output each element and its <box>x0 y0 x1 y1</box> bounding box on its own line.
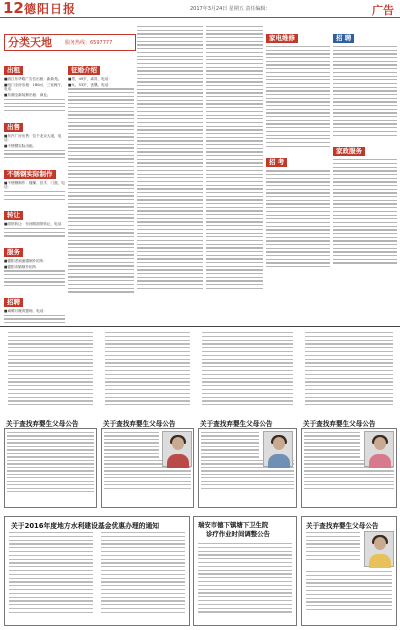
entry: ■德阳市婚姻介绍所 <box>4 264 37 269</box>
text-lines <box>4 191 65 200</box>
notice-title: 关于查找弃婴生父母公告 <box>306 522 379 530</box>
entry: ■诚聘月嫂育婴师，电话： <box>4 308 47 313</box>
entry: ■面馆转让：东河路面馆转让，电话： <box>4 222 65 227</box>
classifieds-banner <box>4 34 136 51</box>
text-lines <box>202 332 293 408</box>
classified-column-6 <box>333 25 397 266</box>
foundling-notice-5 <box>301 516 397 626</box>
foundling-notice-2 <box>101 330 194 510</box>
tag-exam: 招 考 <box>266 158 287 167</box>
classified-column-1 <box>4 57 65 329</box>
text-lines <box>9 532 93 616</box>
water-fund-notice <box>4 516 190 626</box>
text-lines <box>306 532 360 562</box>
classified-column-2 <box>68 57 134 295</box>
notice-title: 关于查找弃婴生父母公告 <box>303 420 376 428</box>
section-divider <box>0 326 400 327</box>
text-lines <box>4 228 65 237</box>
text-lines <box>68 88 134 292</box>
tag-housekeeping: 家政服务 <box>333 147 365 156</box>
tag-matchmaking: 征婚介绍 <box>68 66 100 75</box>
bottom-notices <box>0 516 400 630</box>
tag-hiring: 招聘 <box>4 298 23 307</box>
tag-service: 服务 <box>4 248 23 257</box>
classified-column-5 <box>266 25 330 270</box>
text-lines <box>266 46 330 147</box>
text-lines <box>105 332 190 408</box>
text-lines <box>4 150 65 159</box>
text-lines <box>104 432 159 458</box>
entry: ■不锈钢制作：楼梯、扶手、门窗，电话： <box>4 180 65 190</box>
child-photo <box>364 531 394 567</box>
tag-recruit: 招 聘 <box>333 34 354 43</box>
text-lines <box>304 432 360 458</box>
entry: ■女，53岁，丧偶，电话： <box>68 82 112 87</box>
text-lines <box>101 532 185 616</box>
entry: ■东汽厂房出售：位于北京大道，电话： <box>4 133 62 143</box>
text-lines <box>306 571 392 613</box>
tag-rent: 出租 <box>4 66 23 75</box>
notice-title: 关于2016年度地方水利建设基金优惠办理的通知 <box>11 522 160 530</box>
text-lines <box>4 99 65 111</box>
entry: ■西门全房出租：180㎡，三室两厅，电话： <box>4 82 65 92</box>
page-header <box>0 0 400 18</box>
classifieds-area <box>0 21 400 324</box>
tag-transfer: 转让 <box>4 211 23 220</box>
foundling-notice-4 <box>301 330 397 510</box>
notice-box <box>4 428 97 508</box>
classified-column-4 <box>206 25 263 292</box>
text-lines <box>305 332 393 408</box>
text-lines <box>266 170 330 267</box>
child-photo <box>162 431 192 467</box>
notice-title: 关于查找弃婴生父母公告 <box>103 420 176 428</box>
text-lines <box>333 46 397 136</box>
masthead: 德阳日报 <box>24 2 77 16</box>
child-photo <box>263 431 293 467</box>
text-lines <box>333 159 397 264</box>
tag-appliance-repair: 家电维修 <box>266 34 298 43</box>
foundling-notice-1 <box>4 330 97 510</box>
classified-column-3 <box>137 25 203 292</box>
text-lines <box>7 432 94 492</box>
entry: ■东湖全新装修出租：商业。 <box>4 93 51 98</box>
banner-title: 分类天地 <box>8 36 52 49</box>
text-lines <box>4 270 65 286</box>
banner-hotline: 服务热线：6597777 <box>65 40 113 46</box>
entry: ■男，49岁，离异，电话： <box>68 77 112 81</box>
page-number: 12 <box>3 0 24 17</box>
foundling-notice-3 <box>198 330 297 510</box>
notice-box <box>301 428 397 508</box>
text-lines <box>201 432 259 458</box>
notice-title: 关于查找弃婴生父母公告 <box>6 420 79 428</box>
tag-steel: 不锈钢实际制作 <box>4 170 56 179</box>
entry: ■丽江东华路广告位出租：新新苑。 <box>4 77 62 81</box>
text-lines <box>206 26 263 289</box>
tag-sale: 出售 <box>4 123 23 132</box>
hospital-notice <box>193 516 297 626</box>
notice-title: 关于查找弃婴生父母公告 <box>200 420 273 428</box>
section-title: 广告 <box>372 4 394 17</box>
issue-date: 2017年3月24日 星期五 责任编辑： <box>190 6 271 12</box>
notice-box <box>101 428 194 508</box>
notice-subtitle: 诊疗作业时间调整公告 <box>206 530 270 538</box>
child-photo <box>364 431 394 467</box>
notice-box <box>198 428 297 508</box>
text-lines <box>137 26 203 289</box>
entry: ■不锈钢实际出租。 <box>4 143 37 148</box>
notices-row <box>0 330 400 513</box>
text-lines <box>198 543 292 615</box>
text-lines <box>8 332 93 408</box>
entry: ■德阳老顽童婚姻介绍所： <box>4 258 47 263</box>
notice-title: 瑞安市德下镇塘下卫生院 <box>198 521 269 529</box>
